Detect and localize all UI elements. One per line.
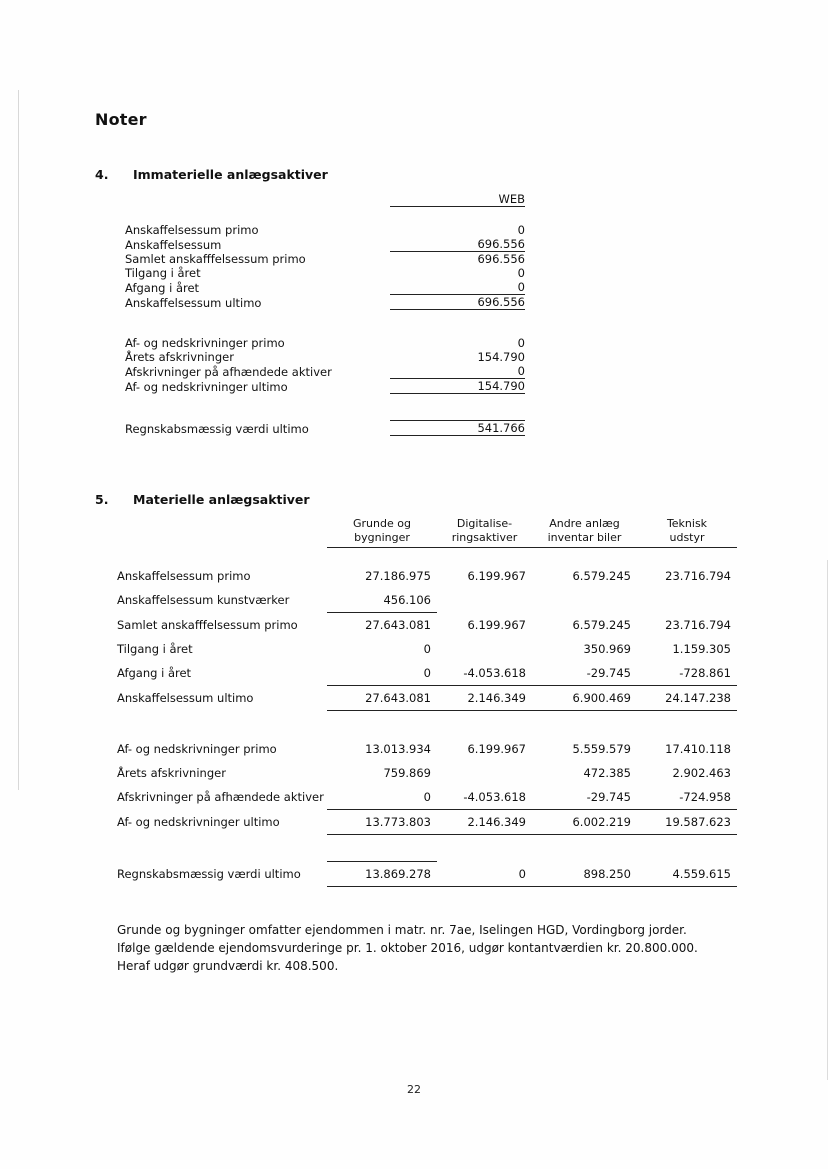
table-row (117, 612, 737, 637)
row-value: 0 (437, 861, 532, 886)
row-label: Anskaffelsessum kunstværker (117, 593, 290, 607)
row-value: 27.643.081 (365, 617, 431, 632)
row-label: Anskaffelsessum primo (125, 223, 259, 237)
header-line-1: Teknisk (666, 517, 708, 530)
table-header-row (117, 517, 737, 547)
row-label: Årets afskrivninger (117, 765, 226, 780)
row-label: Afgang i året (117, 666, 192, 680)
table-row (117, 661, 737, 686)
note-5-title: Materielle anlægsaktiver (133, 492, 310, 507)
row-value: 4.559.615 (637, 861, 737, 886)
row-value: 0 (517, 336, 525, 350)
row-value: -29.745 (532, 785, 637, 810)
row-value (437, 761, 532, 785)
header-line-1: Digitalise- (456, 517, 513, 530)
header-blank (117, 517, 327, 547)
row-value: 696.556 (390, 295, 525, 310)
note-5-table (117, 517, 737, 887)
table-row (117, 685, 737, 710)
table-row (125, 223, 525, 237)
row-label: Regnskabsmæssig værdi ultimo (117, 867, 301, 881)
row-label: Afskrivninger på afhændede aktiver (125, 364, 332, 379)
spacer (125, 394, 525, 421)
row-value: 696.556 (390, 237, 525, 252)
table-row (125, 280, 525, 295)
row-value: 0 (517, 223, 525, 237)
row-value: -4.053.618 (437, 785, 532, 810)
table-row (117, 637, 737, 661)
row-value: -724.958 (637, 785, 737, 810)
row-value: 0 (390, 280, 525, 295)
row-value: 472.385 (583, 765, 631, 780)
header-line-2: bygninger (354, 530, 410, 544)
row-value: 23.716.794 (665, 617, 731, 632)
row-value: 6.199.967 (467, 741, 526, 756)
row-label: Årets afskrivninger (125, 350, 234, 364)
note-5-number: 5. (95, 492, 109, 507)
note-5-heading (95, 492, 735, 507)
header-blank (125, 192, 390, 207)
row-value: 24.147.238 (637, 685, 737, 710)
row-value: 154.790 (477, 350, 525, 364)
row-value: 0 (423, 641, 431, 656)
row-value: 2.146.349 (437, 685, 532, 710)
row-value (437, 588, 532, 613)
row-value: 13.869.278 (327, 861, 437, 886)
row-value: 19.587.623 (637, 809, 737, 834)
table-row (125, 237, 525, 252)
row-value: 6.579.245 (572, 617, 631, 632)
spacer (117, 834, 737, 861)
page-title: Noter (95, 110, 147, 129)
row-label: Regnskabsmæssig værdi ultimo (125, 421, 309, 436)
table-row (117, 761, 737, 785)
table-row (117, 588, 737, 613)
row-value: 27.643.081 (327, 685, 437, 710)
row-value: 2.902.463 (672, 765, 731, 780)
header-line-2: inventar biler (547, 530, 622, 544)
row-value (532, 588, 637, 613)
table-row (125, 336, 525, 350)
row-label: Af- og nedskrivninger ultimo (117, 815, 280, 829)
row-value: -29.745 (532, 661, 637, 686)
table-row (125, 266, 525, 280)
table-row (125, 252, 525, 267)
row-value: 6.900.469 (532, 685, 637, 710)
header-line-2: udstyr (669, 530, 705, 544)
column-header-digitaliseringsaktiver (437, 517, 532, 547)
row-value: 5.559.579 (572, 741, 631, 756)
header-line-1: Andre anlæg (549, 517, 620, 530)
table-row (117, 737, 737, 761)
table-row (125, 295, 525, 310)
column-header-teknisk-udstyr (637, 517, 737, 547)
row-value: 898.250 (532, 861, 637, 886)
table-row (125, 350, 525, 364)
header-line-2: ringsaktiver (451, 530, 518, 544)
table-row (125, 421, 525, 436)
row-label: Anskaffelsessum ultimo (125, 295, 262, 310)
table-row (117, 809, 737, 834)
scan-edge-left (18, 90, 19, 790)
table-header-row (125, 192, 525, 207)
row-value (437, 637, 532, 661)
header-line-1: Grunde og (353, 517, 411, 530)
row-label: Anskaffelsessum (125, 237, 222, 252)
row-value: 27.186.975 (365, 568, 431, 583)
spacer (117, 710, 737, 737)
row-label: Samlet anskafffelsessum primo (117, 617, 298, 632)
note-4-table (125, 192, 525, 436)
row-value: 6.199.967 (467, 617, 526, 632)
spacer (125, 310, 525, 337)
row-value: 350.969 (583, 641, 631, 656)
note-4-title: Immaterielle anlægsaktiver (133, 167, 328, 182)
row-value: 6.579.245 (572, 568, 631, 583)
row-value: 456.106 (327, 588, 437, 613)
row-label: Anskaffelsessum primo (117, 568, 251, 583)
row-value: 759.869 (383, 765, 431, 780)
column-header-grunde-bygninger (327, 517, 437, 547)
row-label: Tilgang i året (125, 266, 201, 280)
row-value: 541.766 (390, 421, 525, 436)
note-4-number: 4. (95, 167, 109, 182)
row-label: Samlet anskafffelsessum primo (125, 252, 306, 266)
row-value: 23.716.794 (665, 568, 731, 583)
row-value: 6.199.967 (467, 568, 526, 583)
row-label: Afgang i året (125, 280, 200, 295)
table-row (117, 861, 737, 886)
row-value: 696.556 (477, 252, 525, 266)
row-value: 0 (327, 785, 437, 810)
row-value: 1.159.305 (672, 641, 731, 656)
table-row (117, 785, 737, 810)
table-row (125, 379, 525, 394)
row-value: 13.773.803 (327, 809, 437, 834)
spacer (117, 547, 737, 564)
row-value: 0 (517, 266, 525, 280)
page-number: 22 (407, 1083, 421, 1096)
row-label: Af- og nedskrivninger ultimo (125, 379, 288, 394)
row-value: 154.790 (390, 379, 525, 394)
row-label: Anskaffelsessum ultimo (117, 691, 254, 705)
note-4-heading (95, 167, 735, 182)
row-label: Af- og nedskrivninger primo (117, 741, 277, 756)
table-row (125, 364, 525, 379)
row-label: Af- og nedskrivninger primo (125, 336, 285, 350)
column-header-andre-anlaeg (532, 517, 637, 547)
spacer (125, 207, 525, 224)
row-label: Afskrivninger på afhændede aktiver (117, 790, 324, 804)
row-value: -728.861 (637, 661, 737, 686)
table-row (117, 564, 737, 588)
page-content (95, 110, 735, 975)
row-value: 17.410.118 (665, 741, 731, 756)
row-value: 2.146.349 (437, 809, 532, 834)
column-header-web: WEB (390, 192, 525, 207)
row-value (637, 588, 737, 613)
row-value: 6.002.219 (532, 809, 637, 834)
row-value: 0 (390, 364, 525, 379)
note-5-paragraph: Grunde og bygninger omfatter ejendommen i matr. nr. 7ae, Iselingen HGD, Vordingborg jorder. Ifølge gældende ejendomsvurderinge pr. 1. oktober 2016, udgør kontantværdien kr. 20.800.000. Heraf udgør grundværdi kr. 408.500. (117, 922, 698, 973)
row-value: 0 (327, 661, 437, 686)
row-value: 13.013.934 (365, 741, 431, 756)
row-label: Tilgang i året (117, 641, 193, 656)
row-value: -4.053.618 (437, 661, 532, 686)
